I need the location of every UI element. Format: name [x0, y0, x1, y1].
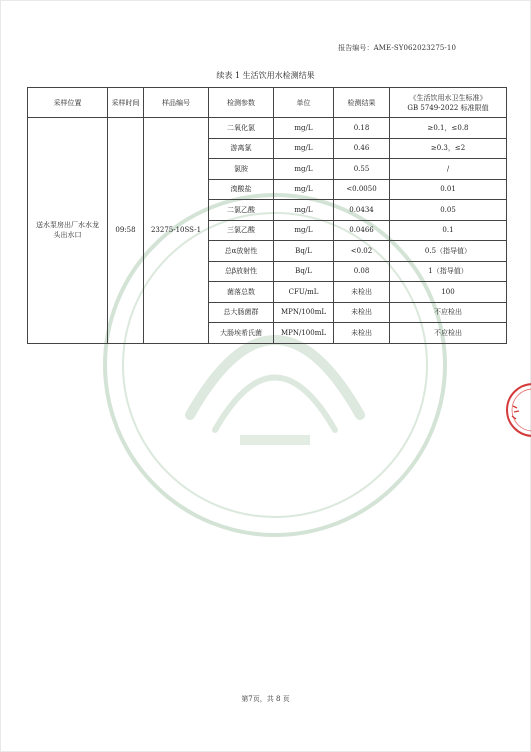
cell-unit: mg/L — [274, 220, 334, 241]
cell-limit: 0.05 — [390, 200, 507, 221]
cell-unit: mg/L — [274, 159, 334, 180]
cell-unit: mg/L — [274, 138, 334, 159]
cell-result: 0.0434 — [334, 200, 390, 221]
header-parameter: 检测参数 — [209, 88, 274, 118]
table-row — [28, 118, 507, 139]
report-number: 报告编号：AME-SY062023275-10 — [338, 44, 456, 52]
cell-result: 未检出 — [334, 323, 390, 344]
cell-result: 0.55 — [334, 159, 390, 180]
sample-time: 09:58 — [108, 118, 144, 344]
cell-unit: CFU/mL — [274, 282, 334, 303]
cell-unit: mg/L — [274, 118, 334, 139]
cell-limit: ≥0.3，≤2 — [390, 138, 507, 159]
cell-limit: 1（指导值） — [390, 261, 507, 282]
cell-unit: Bq/L — [274, 241, 334, 262]
cell-unit: MPN/100mL — [274, 302, 334, 323]
table-header-row — [28, 88, 507, 118]
cell-unit: mg/L — [274, 179, 334, 200]
header-location: 采样位置 — [28, 88, 108, 118]
cell-result: 未检出 — [334, 282, 390, 303]
cell-parameter: 三氯乙酸 — [209, 220, 274, 241]
cell-parameter: 氯胺 — [209, 159, 274, 180]
cell-unit: Bq/L — [274, 261, 334, 282]
cell-parameter: 总β放射性 — [209, 261, 274, 282]
cell-parameter: 总大肠菌群 — [209, 302, 274, 323]
cell-limit: 0.1 — [390, 220, 507, 241]
cell-result: 0.0466 — [334, 220, 390, 241]
cell-result: <0.0050 — [334, 179, 390, 200]
sample-location: 送水泵房出厂水水龙头出水口 — [28, 118, 108, 344]
cell-parameter: 大肠埃希氏菌 — [209, 323, 274, 344]
cell-result: 未检出 — [334, 302, 390, 323]
page-footer: 第7页，共 8 页 — [241, 695, 290, 703]
header-sample-id: 样品编号 — [144, 88, 209, 118]
cell-parameter: 二氯乙酸 — [209, 200, 274, 221]
cell-result: <0.02 — [334, 241, 390, 262]
cell-limit: 不应检出 — [390, 323, 507, 344]
header-result: 检测结果 — [334, 88, 390, 118]
cell-limit: 0.5（指导值） — [390, 241, 507, 262]
cell-parameter: 游离氯 — [209, 138, 274, 159]
official-seal-stamp — [487, 380, 531, 440]
header-limit-line2: GB 5749-2022 标准限值 — [407, 103, 489, 112]
header-limit — [390, 88, 507, 118]
sample-id: 23275-10SS-1 — [144, 118, 209, 344]
cell-parameter: 溴酸盐 — [209, 179, 274, 200]
cell-limit: / — [390, 159, 507, 180]
table-title: 续表 1 生活饮用水检测结果 — [216, 71, 315, 80]
header-time: 采样时间 — [108, 88, 144, 118]
cell-unit: mg/L — [274, 200, 334, 221]
header-limit-line1: 《生活饮用水卫生标准》 — [409, 93, 487, 102]
cell-parameter: 菌落总数 — [209, 282, 274, 303]
header-unit: 单位 — [274, 88, 334, 118]
cell-result: 0.08 — [334, 261, 390, 282]
cell-limit: 不应检出 — [390, 302, 507, 323]
cell-unit: MPN/100mL — [274, 323, 334, 344]
cell-parameter: 二氧化氯 — [209, 118, 274, 139]
results-table — [27, 87, 507, 344]
cell-limit: ≥0.1，≤0.8 — [390, 118, 507, 139]
cell-result: 0.18 — [334, 118, 390, 139]
cell-limit: 100 — [390, 282, 507, 303]
cell-parameter: 总α放射性 — [209, 241, 274, 262]
cell-limit: 0.01 — [390, 179, 507, 200]
cell-result: 0.46 — [334, 138, 390, 159]
